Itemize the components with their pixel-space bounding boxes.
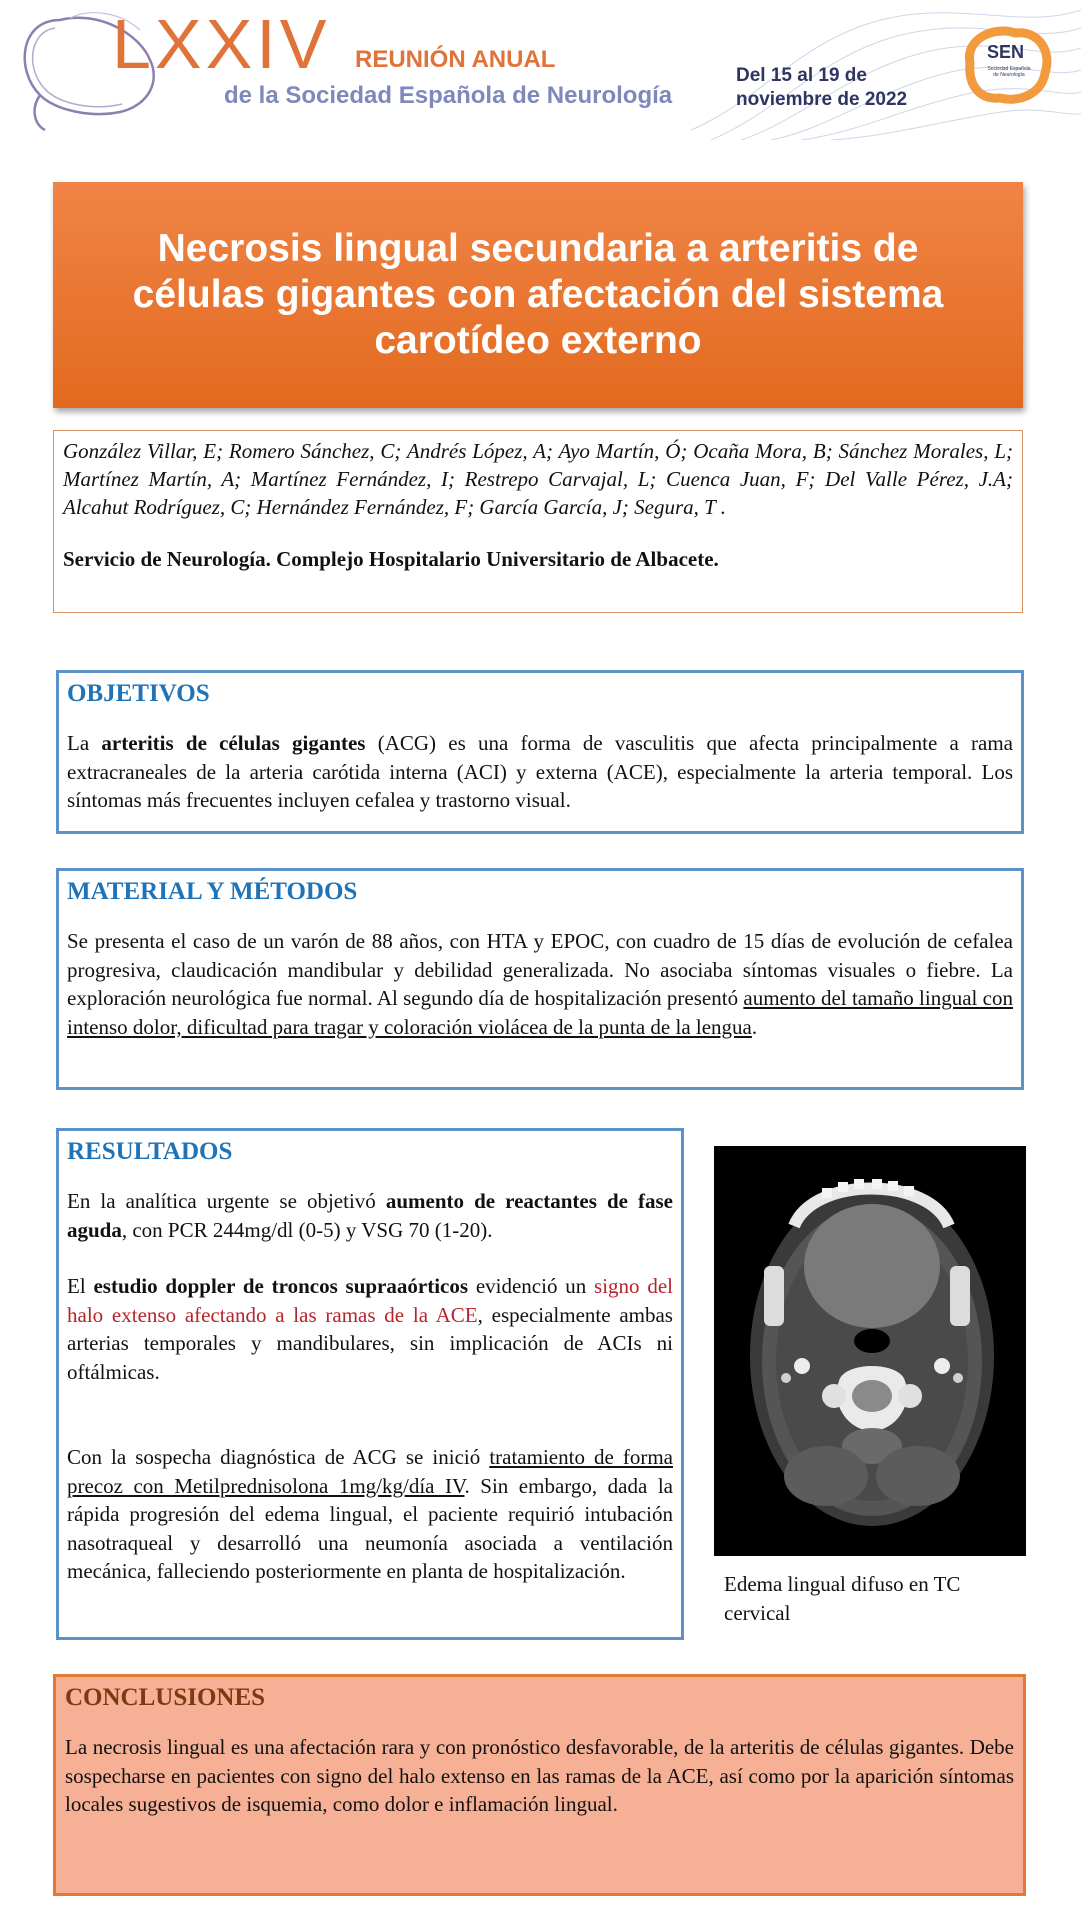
text-run: evidenció un: [468, 1274, 595, 1298]
text-run: La: [67, 731, 102, 755]
authors-list: González Villar, E; Romero Sánchez, C; Andrés López, A; Ayo Martín, Ó; Ocaña Mora, B; Sánchez Morales, L; Martínez Martín, A; Martínez Fernández, I; Restrepo Carvajal, L; Cuenca Juan, F; Del Valle Pérez, J.A; Alcahut Rodríguez, C; Hernández Fernández, F; García García, J; Segura, T .: [63, 439, 1013, 519]
authors-box: [53, 430, 1023, 613]
conference-number: LXXIV: [112, 5, 331, 83]
section-resultados: [56, 1128, 684, 1640]
paragraph: [67, 1272, 673, 1386]
sen-logo-text: SEN: [987, 42, 1025, 62]
paragraph: [67, 1187, 673, 1244]
section-heading: RESULTADOS: [67, 1138, 233, 1165]
text-run: , especialmente ambas arterias temporales y mandibulares, sin implicación de ACIs ni oftálmicas.: [67, 1302, 673, 1384]
poster-title-banner: [53, 182, 1023, 408]
conference-title: REUNIÓN ANUAL: [355, 46, 556, 73]
text-run: , con PCR 244mg/dl (0-5) y VSG 70 (1-20).: [121, 1217, 493, 1242]
text-run: Con la sospecha diagnóstica de ACG se inició: [67, 1445, 490, 1469]
text-run-bold: estudio doppler de troncos supraaórticos: [93, 1274, 469, 1298]
conference-header: [0, 0, 1081, 140]
text-run-bold: arteritis de células gigantes: [101, 731, 366, 755]
section-body: [67, 1187, 673, 1586]
conference-dates: [736, 64, 946, 112]
text-run: El: [67, 1274, 94, 1298]
section-body: [67, 927, 1013, 1041]
section-heading: MATERIAL Y MÉTODOS: [67, 878, 358, 905]
text-run: En la analítica urgente se objetivó: [67, 1189, 386, 1213]
text-run-red: signo del halo extenso afectando a las ramas de la ACE: [67, 1274, 673, 1327]
sen-logo-icon: [950, 18, 1060, 108]
section-heading: OBJETIVOS: [67, 680, 210, 707]
dates-line-1: Del 15 al 19 de: [736, 65, 867, 86]
section-body: [67, 729, 1013, 815]
text-run: (ACG) es una forma de vasculitis que afecta principalmente a rama extracraneales de la arteria carótida interna (ACI) y externa (ACE), especialmente la arteria temporal. Los síntomas más frecuentes incluyen cefalea y trastorno visual.: [67, 731, 1013, 812]
dates-line-2: noviembre de 2022: [736, 89, 908, 110]
society-name: de la Sociedad Española de Neurología: [224, 82, 673, 109]
text-run: . Sin embargo, dada la rápida progresión del edema lingual, el paciente requirió intubación nasotraqueal y desarrolló una neumonía asociada a ventilación mecánica, falleciendo posteriormente en planta de hospitalización.: [67, 1473, 674, 1583]
text-run-underlined: aumento del tamaño lingual con intenso dolor, dificultad para tragar y coloración violácea de la punta de la lengua: [67, 986, 1013, 1039]
paragraph: [67, 1443, 673, 1586]
section-objetivos: [56, 670, 1024, 834]
affiliation: Servicio de Neurología. Complejo Hospitalario Universitario de Albacete.: [63, 547, 719, 571]
section-heading: CONCLUSIONES: [65, 1684, 266, 1711]
text-run-underlined: tratamiento de forma precoz con Metilprednisolona 1mg/kg/día IV: [67, 1445, 673, 1498]
section-body: La necrosis lingual es una afectación rara y con pronóstico desfavorable, de la arteritis de células gigantes. Debe sospecharse en pacientes con signo del halo extenso en las ramas de la ACE, así como por la aparición síntomas locales sugestivos de isquemia, como dolor e inflamación lingual.: [65, 1735, 1014, 1816]
text-run-bold: aumento de reactantes de fase aguda: [67, 1189, 673, 1242]
sen-logo-subtext: Sociedad Española de Neurología: [987, 66, 1031, 78]
poster-title: Necrosis lingual secundaria a arteritis de células gigantes con afectación del sistema carotídeo externo: [132, 227, 944, 362]
section-material-metodos: [56, 868, 1024, 1090]
text-run: Se presenta el caso de un varón de 88 años, con HTA y EPOC, con cuadro de 15 días de evolución de cefalea progresiva, claudicación mandibular y debilidad generalizada. No asociaba síntomas visuales o fiebre. La exploración neurológica fue normal. Al segundo día de hospitalización presentó: [67, 929, 1013, 1010]
figure-caption: Edema lingual difuso en TC cervical: [724, 1572, 961, 1625]
ct-scan-image: [714, 1146, 1026, 1556]
section-conclusiones: [53, 1674, 1026, 1896]
text-run: .: [751, 1014, 758, 1039]
